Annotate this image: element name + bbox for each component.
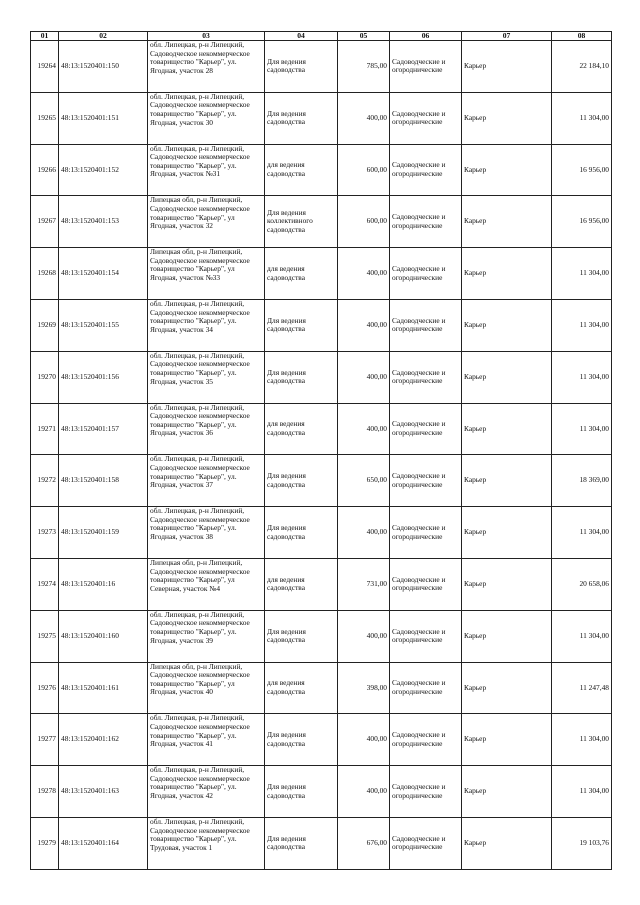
cadastral-number-cell [59,610,148,662]
column-header: 01 [31,32,59,41]
cadastral-number: 48:13:1520401:16 [61,579,116,589]
address-cell [148,41,265,93]
column-header: 02 [59,32,148,41]
cadastral-value-cell [552,196,612,248]
association-name: Карьер [464,216,487,226]
permitted-use: для ведения садоводства [267,574,305,593]
cadastral-value-cell [552,299,612,351]
land-category: Садоводческие и огороднические [392,263,446,282]
row-number-cell [31,41,59,93]
cadastral-number-cell [59,351,148,403]
cadastral-number-cell [59,299,148,351]
area: 400,00 [366,630,387,640]
table-row [31,455,612,507]
cadastral-number: 48:13:1520401:162 [61,734,119,744]
address: обл. Липецкая, р-н Липецкий, Садоводческое некоммерческое товарищество "Карьер", ул. Ягодная, участок 41 [150,714,250,749]
area-cell [338,403,390,455]
association-name: Карьер [464,320,487,330]
permitted-use-cell [265,662,338,714]
cadastral-number: 48:13:1520401:154 [61,268,119,278]
area: 400,00 [366,734,387,744]
land-category-cell [390,766,462,818]
permitted-use: Для ведения садоводства [267,315,306,334]
cadastral-number-cell [59,403,148,455]
area-cell [338,92,390,144]
area: 676,00 [366,838,387,848]
association-name: Карьер [464,838,487,848]
land-category: Садоводческие и огороднические [392,212,446,230]
address-cell [148,558,265,610]
cadastral-value: 11 304,00 [579,112,609,122]
cadastral-value: 11 304,00 [579,423,609,433]
land-category-cell [390,714,462,766]
area-cell [338,299,390,351]
cadastral-value-cell [552,92,612,144]
address-cell [148,610,265,662]
land-category-cell [390,817,462,869]
address: обл. Липецкая, р-н Липецкий, Садоводческое некоммерческое товарищество "Карьер", ул. Ягодная, участок 37 [150,455,250,490]
cadastral-value: 18 369,00 [579,475,609,485]
cadastral-value-cell [552,558,612,610]
land-category-cell [390,507,462,559]
area: 600,00 [366,164,387,174]
permitted-use: для ведения садоводства [267,263,305,282]
land-category: Садоводческие и огороднические [392,833,446,852]
area-cell [338,196,390,248]
cadastral-number-cell [59,92,148,144]
cadastral-value: 11 304,00 [579,527,609,537]
land-category-cell [390,41,462,93]
permitted-use-cell [265,41,338,93]
permitted-use-cell [265,351,338,403]
association-name-cell [462,403,552,455]
land-category-cell [390,299,462,351]
row-number-cell [31,299,59,351]
address: обл. Липецкая, р-н Липецкий, Садоводческое некоммерческое товарищество "Карьер", ул. Трудовая, участок 1 [150,817,250,852]
area: 400,00 [366,786,387,796]
area-cell [338,507,390,559]
row-number: 19273 [37,527,56,537]
column-header: 04 [265,32,338,41]
land-category-cell [390,92,462,144]
cadastral-value: 11 304,00 [579,320,609,330]
cadastral-number: 48:13:1520401:155 [61,320,119,330]
permitted-use: Для ведения садоводства [267,522,306,541]
address-cell [148,351,265,403]
area-cell [338,558,390,610]
land-category: Садоводческие и огороднические [392,108,446,127]
association-name-cell [462,610,552,662]
row-number-cell [31,196,59,248]
row-number: 19275 [37,630,56,640]
cadastral-number: 48:13:1520401:153 [61,216,119,226]
land-category: Садоводческие и огороднические [392,522,446,541]
area-cell [338,610,390,662]
cadastral-number-cell [59,662,148,714]
cadastral-number-cell [59,714,148,766]
association-name: Карьер [464,786,487,796]
cadastral-number: 48:13:1520401:152 [61,164,119,174]
cadastral-value-cell [552,455,612,507]
permitted-use-cell [265,610,338,662]
association-name-cell [462,196,552,248]
association-name-cell [462,455,552,507]
cadastral-value-cell [552,766,612,818]
address: обл. Липецкая, р-н Липецкий, Садоводческое некоммерческое товарищество "Карьер", ул. Ягодная, участок 36 [150,403,250,438]
table-row [31,299,612,351]
row-number: 19264 [37,61,56,71]
permitted-use-cell [265,403,338,455]
cadastral-number-cell [59,766,148,818]
land-category: Садоводческие и огороднические [392,419,446,437]
cadastral-value: 22 184,10 [579,61,609,71]
permitted-use-cell [265,299,338,351]
association-name-cell [462,144,552,196]
permitted-use: Для ведения садоводства [267,56,306,75]
address-cell [148,403,265,455]
land-category: Садоводческие и огороднические [392,367,446,386]
address: обл. Липецкая, р-н Липецкий, Садоводческое некоммерческое товарищество "Карьер", ул. Ягодная, участок 42 [150,766,250,800]
row-number-cell [31,610,59,662]
cadastral-value: 11 304,00 [579,630,609,640]
column-header: 07 [462,32,552,41]
cadastral-value: 16 956,00 [579,216,609,226]
cadastral-number-cell [59,248,148,300]
cadastral-value-cell [552,144,612,196]
row-number: 19266 [37,164,56,174]
cadastral-number-cell [59,507,148,559]
association-name: Карьер [464,734,487,744]
table-row [31,92,612,144]
permitted-use: для ведения садоводства [267,160,305,178]
row-number: 19272 [37,475,56,485]
permitted-use: Для ведения садоводства [267,626,306,645]
land-category: Садоводческие и огороднические [392,626,446,645]
cadastral-value-cell [552,507,612,559]
area-cell [338,455,390,507]
land-category-cell [390,662,462,714]
table-row [31,817,612,869]
table-row [31,766,612,818]
cadastral-number-cell [59,196,148,248]
cadastral-number-cell [59,558,148,610]
cadastral-number-cell [59,817,148,869]
table-row [31,144,612,196]
cadastral-number-cell [59,455,148,507]
permitted-use-cell [265,196,338,248]
address: обл. Липецкая, р-н Липецкий, Садоводческое некоммерческое товарищество "Карьер", ул. Ягодная, участок 34 [150,299,250,334]
row-number: 19267 [37,216,56,226]
row-number: 19276 [37,682,56,692]
column-header: 05 [338,32,390,41]
area-cell [338,351,390,403]
permitted-use: для ведения садоводства [267,419,305,437]
land-category-cell [390,455,462,507]
cadastral-value: 16 956,00 [579,164,609,174]
association-name: Карьер [464,630,487,640]
row-number-cell [31,662,59,714]
association-name: Карьер [464,682,487,692]
row-number-cell [31,144,59,196]
row-number: 19271 [37,423,56,433]
row-number-cell [31,507,59,559]
association-name-cell [462,817,552,869]
permitted-use-cell [265,558,338,610]
cadastral-value-cell [552,248,612,300]
area: 400,00 [366,423,387,433]
cadastral-number: 48:13:1520401:150 [61,61,119,71]
table-row [31,41,612,93]
land-category-cell [390,610,462,662]
cadastral-value: 11 304,00 [579,734,609,744]
permitted-use-cell [265,507,338,559]
land-category-cell [390,351,462,403]
address: обл. Липецкая, р-н Липецкий, Садоводческое некоммерческое товарищество "Карьер", ул. Ягодная, участок 30 [150,92,250,127]
association-name-cell [462,92,552,144]
row-number: 19279 [37,838,56,848]
cadastral-value-cell [552,403,612,455]
cadastral-value: 11 304,00 [579,371,609,381]
land-category-cell [390,558,462,610]
address: Липецкая обл, р-н Липецкий, Садоводческое некоммерческое товарищество "Карьер", ул Ягодная, участок 32 [150,196,250,231]
area: 400,00 [366,268,387,278]
permitted-use: Для ведения садоводства [267,471,306,489]
association-name: Карьер [464,579,487,589]
address-cell [148,817,265,869]
cadastral-value: 11 304,00 [579,786,609,796]
cadastral-number: 48:13:1520401:160 [61,630,119,640]
land-registry-sheet [30,31,611,870]
row-number-cell [31,248,59,300]
area-cell [338,144,390,196]
area: 785,00 [366,61,387,71]
cadastral-value-cell [552,351,612,403]
cadastral-value: 11 247,48 [579,682,609,692]
row-number: 19265 [37,112,56,122]
permitted-use: Для ведения садоводства [267,781,306,800]
row-number-cell [31,351,59,403]
address: обл. Липецкая, р-н Липецкий, Садоводческое некоммерческое товарищество "Карьер", ул. Ягодная, участок 35 [150,351,250,386]
permitted-use: Для ведения садоводства [267,730,306,748]
permitted-use: Для ведения садоводства [267,833,306,852]
association-name-cell [462,248,552,300]
table-row [31,351,612,403]
table-row [31,610,612,662]
address-cell [148,766,265,818]
address: Липецкая обл, р-н Липецкий, Садоводческое некоммерческое товарищество "Карьер", ул Ягодная, участок №33 [150,248,250,282]
land-category: Садоводческие и огороднические [392,315,446,334]
row-number: 19278 [37,786,56,796]
land-category: Садоводческие и огороднические [392,471,446,489]
land-category: Садоводческие и огороднические [392,160,446,178]
row-number-cell [31,766,59,818]
association-name-cell [462,41,552,93]
association-name-cell [462,766,552,818]
address-cell [148,144,265,196]
row-number-cell [31,455,59,507]
area-cell [338,248,390,300]
table-row [31,196,612,248]
cadastral-value-cell [552,714,612,766]
address-cell [148,714,265,766]
area-cell [338,714,390,766]
area: 400,00 [366,112,387,122]
association-name-cell [462,714,552,766]
area: 400,00 [366,371,387,381]
area: 600,00 [366,216,387,226]
address-cell [148,248,265,300]
table-row [31,714,612,766]
column-header: 03 [148,32,265,41]
cadastral-value: 19 103,76 [579,838,609,848]
row-number: 19270 [37,371,56,381]
association-name-cell [462,351,552,403]
area: 731,00 [366,579,387,589]
cadastral-number: 48:13:1520401:161 [61,682,119,692]
address-cell [148,196,265,248]
association-name: Карьер [464,61,487,71]
association-name-cell [462,507,552,559]
table-row [31,558,612,610]
cadastral-value: 20 658,06 [579,579,609,589]
permitted-use: Для ведения садоводства [267,108,306,127]
land-category-cell [390,403,462,455]
permitted-use-cell [265,144,338,196]
table-row [31,662,612,714]
cadastral-value-cell [552,41,612,93]
permitted-use: Для ведения садоводства [267,367,306,386]
cadastral-number: 48:13:1520401:156 [61,371,119,381]
area-cell [338,766,390,818]
association-name-cell [462,662,552,714]
cadastral-value-cell [552,817,612,869]
cadastral-number: 48:13:1520401:151 [61,112,119,122]
cadastral-number: 48:13:1520401:159 [61,527,119,537]
area: 400,00 [366,527,387,537]
cadastral-number: 48:13:1520401:157 [61,423,119,433]
land-category: Садоводческие и огороднические [392,781,446,800]
row-number: 19269 [37,320,56,330]
area: 398,00 [366,682,387,692]
association-name: Карьер [464,423,487,433]
address: Липецкая обл, р-н Липецкий, Садоводческое некоммерческое товарищество "Карьер", ул Ягодная, участок 40 [150,662,250,697]
association-name: Карьер [464,371,487,381]
table-row [31,248,612,300]
cadastral-number-cell [59,144,148,196]
permitted-use-cell [265,714,338,766]
address: обл. Липецкая, р-н Липецкий, Садоводческое некоммерческое товарищество "Карьер", ул. Ягодная, участок 38 [150,507,250,541]
cadastral-number: 48:13:1520401:158 [61,475,119,485]
permitted-use: для ведения садоводства [267,678,305,696]
row-number-cell [31,92,59,144]
row-number-cell [31,714,59,766]
association-name: Карьер [464,164,487,174]
permitted-use-cell [265,248,338,300]
land-category: Садоводческие и огороднические [392,574,446,593]
column-header: 06 [390,32,462,41]
cadastral-number: 48:13:1520401:164 [61,838,119,848]
association-name: Карьер [464,268,487,278]
permitted-use-cell [265,92,338,144]
land-category: Садоводческие и огороднические [392,678,446,696]
association-name: Карьер [464,112,487,122]
row-number: 19277 [37,734,56,744]
permitted-use-cell [265,817,338,869]
association-name: Карьер [464,527,487,537]
land-category: Садоводческие и огороднические [392,56,446,75]
address-cell [148,299,265,351]
address: Липецкая обл, р-н Липецкий, Садоводческое некоммерческое товарищество "Карьер", ул Северная, участок №4 [150,558,250,593]
row-number-cell [31,817,59,869]
address: обл. Липецкая, р-н Липецкий, Садоводческое некоммерческое товарищество "Карьер", ул. Ягодная, участок №31 [150,144,250,179]
land-category-cell [390,144,462,196]
address-cell [148,662,265,714]
row-number-cell [31,403,59,455]
area: 650,00 [366,475,387,485]
table-row [31,507,612,559]
association-name-cell [462,558,552,610]
address: обл. Липецкая, р-н Липецкий, Садоводческое некоммерческое товарищество "Карьер", ул. Ягодная, участок 39 [150,610,250,645]
row-number: 19268 [37,268,56,278]
address: обл. Липецкая, р-н Липецкий, Садоводческое некоммерческое товарищество "Карьер", ул. Ягодная, участок 28 [150,41,250,75]
address-cell [148,507,265,559]
row-number-cell [31,558,59,610]
row-number: 19274 [37,579,56,589]
land-category-cell [390,248,462,300]
address-cell [148,92,265,144]
table-header-row [31,32,612,41]
cadastral-number: 48:13:1520401:163 [61,786,119,796]
area: 400,00 [366,320,387,330]
permitted-use: Для ведения коллективного садоводства [267,207,313,235]
cadastral-number-cell [59,41,148,93]
table-row [31,403,612,455]
cadastral-value-cell [552,610,612,662]
column-header: 08 [552,32,612,41]
land-category: Садоводческие и огороднические [392,730,446,748]
area-cell [338,662,390,714]
permitted-use-cell [265,766,338,818]
address-cell [148,455,265,507]
permitted-use-cell [265,455,338,507]
cadastral-value-cell [552,662,612,714]
area-cell [338,41,390,93]
association-name-cell [462,299,552,351]
land-registry-table [30,31,612,870]
association-name: Карьер [464,475,487,485]
land-category-cell [390,196,462,248]
area-cell [338,817,390,869]
cadastral-value: 11 304,00 [579,268,609,278]
